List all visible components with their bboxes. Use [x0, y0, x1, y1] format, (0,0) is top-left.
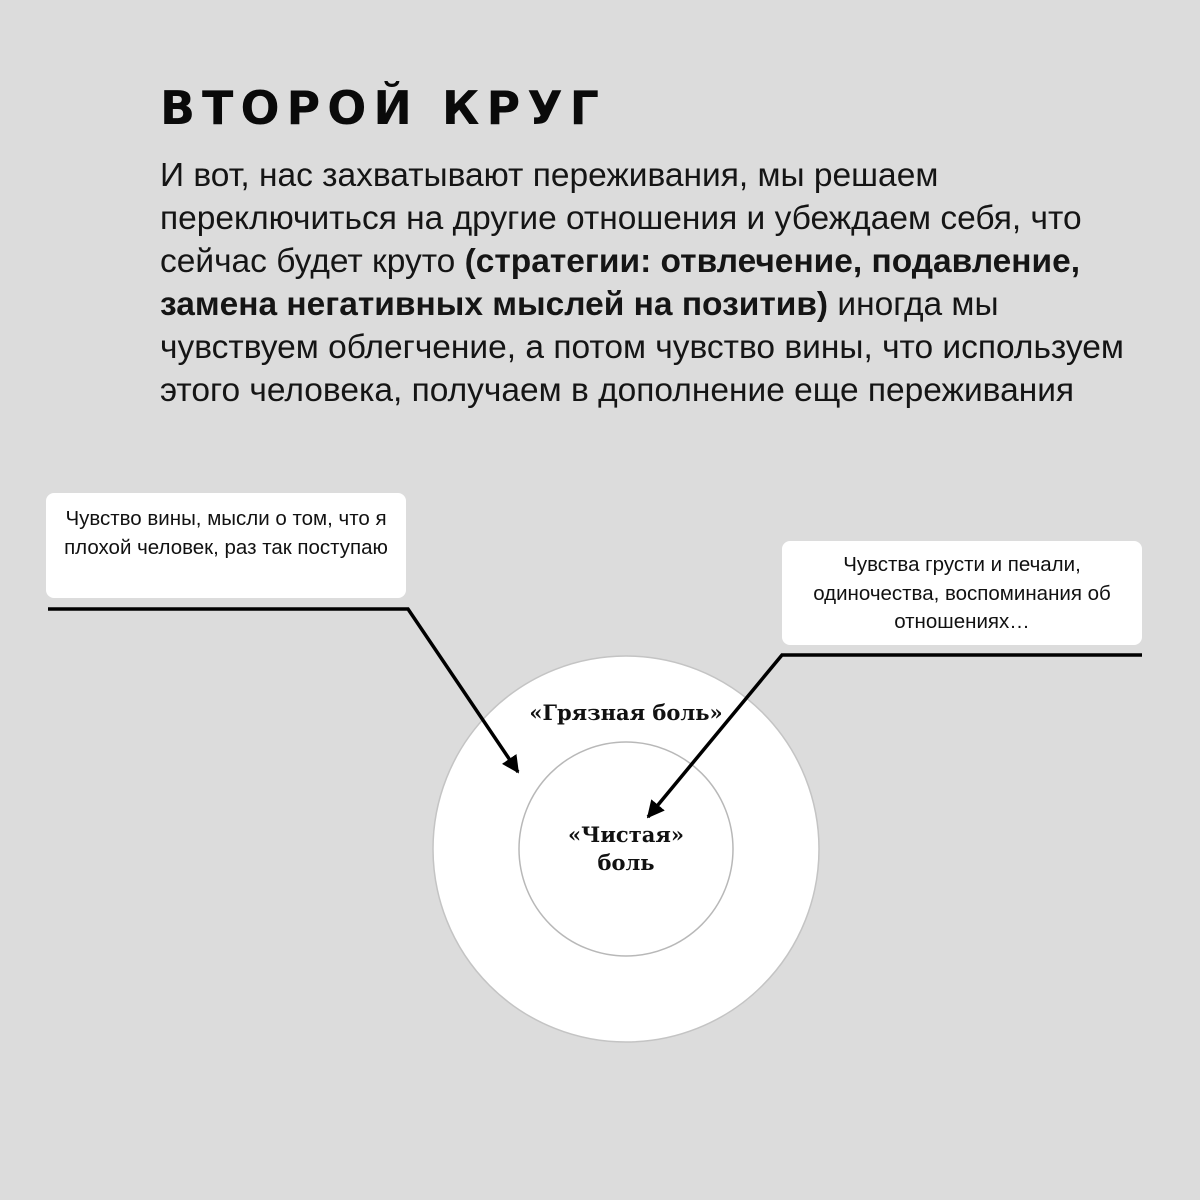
- left-callout-pointer: [48, 609, 518, 772]
- clean-pain-label-line1: «Чистая»: [568, 822, 684, 847]
- intro-text-start: И вот, нас захватывают переживания, мы решаем переключиться на другие отношения и убеждаем себя, что сейчас будет круто: [160, 157, 1082, 280]
- clean-pain-label-line2: боль: [597, 850, 655, 875]
- intro-strategies-bold: (стратегии: отвлечение, подавление, замена негативных мыслей на позитив): [160, 243, 1081, 323]
- page-title: ВТОРОЙ КРУГ: [160, 81, 606, 135]
- callout-sadness: Чувства грусти и печали, одиночества, воспоминания об отношениях…: [782, 541, 1142, 645]
- intro-text-end: иногда мы чувствуем облегчение, а потом чувство вины, что используем этого человека, получаем в дополнение еще переживания: [160, 286, 1124, 409]
- clean-pain-label: [540, 821, 712, 877]
- callout-guilt: Чувство вины, мысли о том, что я плохой человек, раз так поступаю: [46, 493, 406, 598]
- dirty-pain-label: «Грязная боль»: [529, 700, 723, 725]
